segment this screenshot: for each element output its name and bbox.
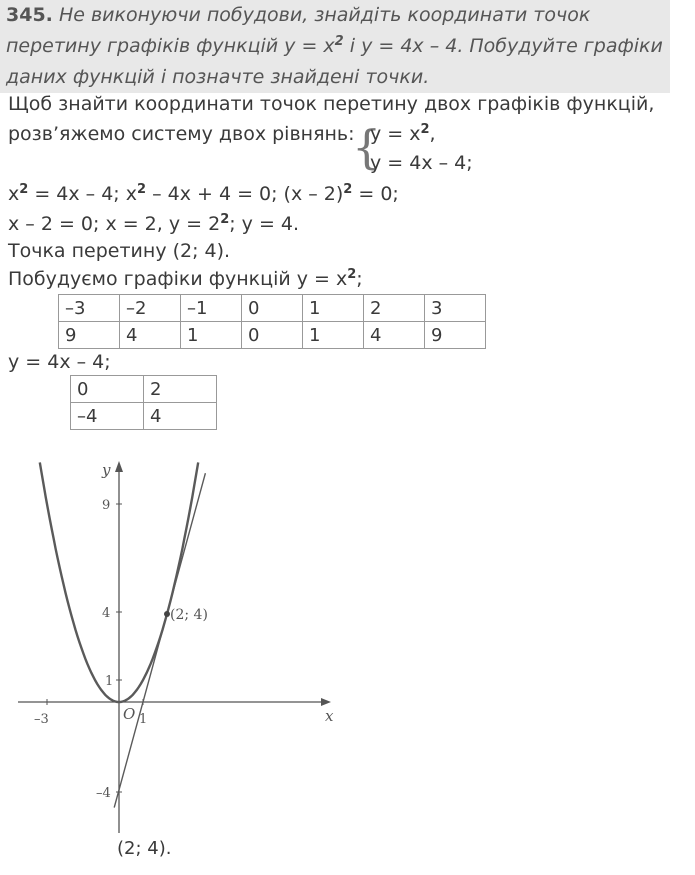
task-text-cont: і y = 4x – 4. Побудуйте графіки даних функцій і позначте знайдені точки.: [6, 35, 663, 88]
task-statement: [0, 0, 670, 93]
table-cell: –4: [71, 403, 144, 430]
function-graph: [0, 455, 360, 835]
table-cell: 1: [181, 322, 242, 349]
table-row: [71, 403, 217, 430]
tick-label-y-1: 1: [105, 674, 114, 689]
table-cell: –2: [120, 295, 181, 322]
values-table-parabola: [58, 294, 486, 349]
task-number: 345.: [6, 4, 53, 26]
tick-label-y-neg4: –4: [96, 786, 111, 801]
task-text: Не виконуючи побудови, знайдіть координати точок перетину графіків функцій y = x: [6, 4, 591, 57]
solution-line-3: $x^2 = 4x - 4$; $x^2 - 4x + 4 = 0$; (x – 2)$^2$ = 0;: [8, 182, 399, 205]
tick-label-y-4: 4: [102, 606, 111, 621]
table-cell: –3: [59, 295, 120, 322]
solution-line-1: Щоб знайти координати точок перетину двох графіків функцій,: [8, 93, 655, 115]
y-axis-label: y: [102, 461, 111, 479]
table-cell: 0: [71, 376, 144, 403]
table-cell: 0: [242, 295, 303, 322]
table-row: [59, 322, 486, 349]
table-row: [59, 295, 486, 322]
table-cell: 3: [425, 295, 486, 322]
table-row: [71, 376, 217, 403]
values-table-line: [70, 375, 217, 430]
table-cell: 0: [242, 322, 303, 349]
table-cell: 9: [59, 322, 120, 349]
table-cell: –1: [181, 295, 242, 322]
table-cell: 4: [144, 403, 217, 430]
solution-line-6: Побудуємо графіки функцій $y = x^2$;: [8, 267, 363, 290]
x-axis-label: x: [325, 707, 334, 725]
solution-line-2: розв’яжемо систему двох рівнянь:: [8, 123, 355, 145]
table-cell: 4: [364, 322, 425, 349]
table-cell: 2: [144, 376, 217, 403]
solution-line-4: x – 2 = 0; x = 2, $y = 2^2$; y = 4.: [8, 212, 300, 235]
intersection-label: (2; 4): [170, 607, 208, 623]
x-axis-arrow-icon: [321, 698, 331, 706]
system-eq-1: $y = x^2$,: [370, 122, 436, 145]
table-cell: 2: [364, 295, 425, 322]
system-eq-2: y = 4x – 4;: [370, 152, 473, 174]
tick-label-x-1: 1: [139, 712, 148, 727]
tick-label-x-neg3: –3: [34, 712, 49, 727]
system-brace: {: [352, 120, 382, 174]
y-axis-arrow-icon: [115, 461, 123, 472]
solution-line-7: y = 4x – 4;: [8, 351, 111, 373]
line-graph: [114, 473, 205, 807]
table-cell: 1: [303, 295, 364, 322]
task-text-sup: 2: [334, 34, 344, 49]
solution-line-5: Точка перетину (2; 4).: [8, 240, 231, 262]
table-cell: 4: [120, 322, 181, 349]
answer: (2; 4).: [117, 838, 172, 859]
tick-label-y-9: 9: [102, 498, 111, 513]
table-cell: 9: [425, 322, 486, 349]
origin-label: O: [123, 705, 136, 723]
table-cell: 1: [303, 322, 364, 349]
